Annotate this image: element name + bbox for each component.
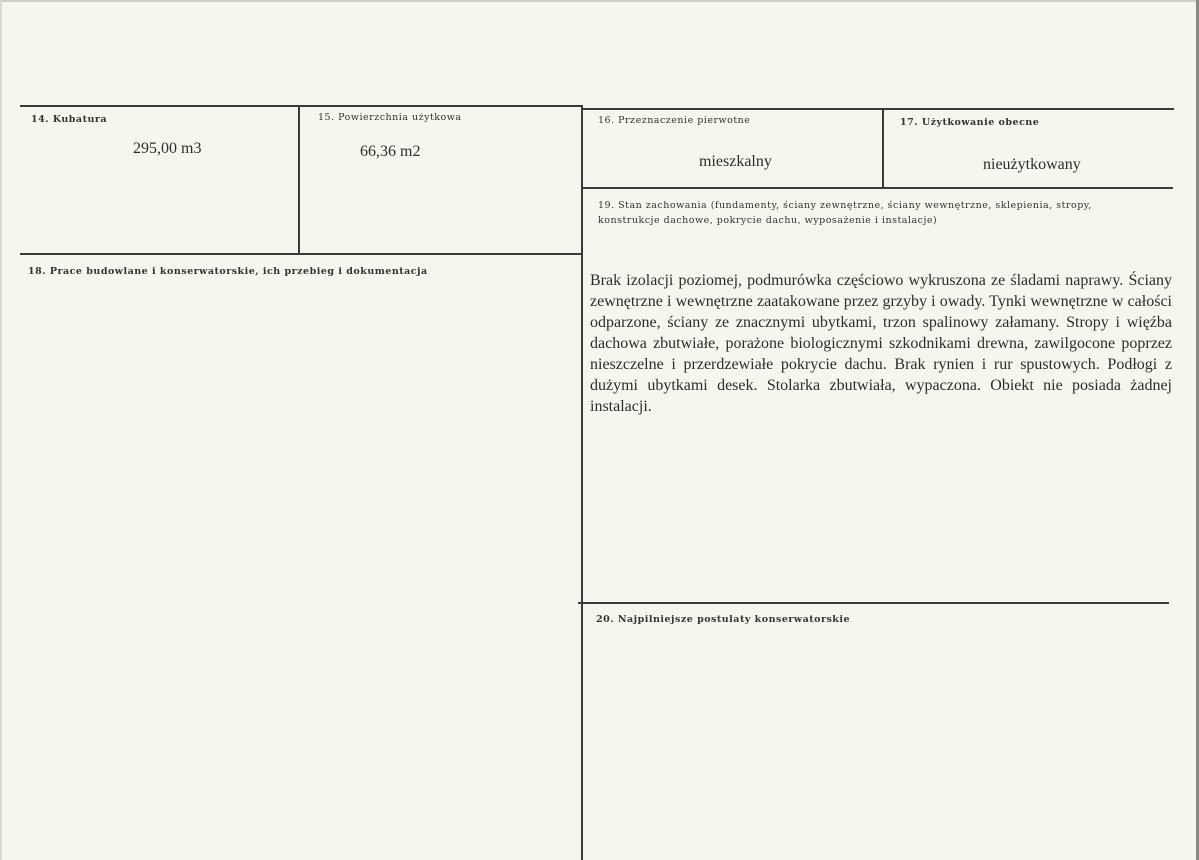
field-18-label: 18. Prace budowlane i konserwatorskie, ich przebieg i dokumentacja [28, 266, 428, 277]
top-rule-left [20, 105, 583, 107]
page-left-edge [0, 0, 2, 860]
field-16-value: mieszkalny [699, 153, 772, 170]
rule-above-20 [578, 602, 1169, 604]
top-rule-right [583, 108, 1174, 110]
field-15-label: 15. Powierzchnia użytkowa [318, 112, 462, 123]
page-top-edge [0, 0, 1199, 2]
field-14-value: 295,00 m3 [133, 140, 202, 157]
field-14-label: 14. Kubatura [31, 114, 108, 125]
field-16-label: 16. Przeznaczenie pierwotne [598, 115, 751, 126]
field-19-condition-text: Brak izolacji poziomej, podmurówka częściowo wykruszona ze śladami naprawy. Ściany zewnętrzne i wewnętrzne zaatakowane przez grzyby i owady. Tynki wewnętrzne w całości odparzone, ściany ze znacznymi ubytkami, trzon spalinowy załamany. Stropy i więźba dachowa zbutwiałe, porażone biologicznymi szkodnikami drewna, zawilgocone poprzez nieszczelne i przerdzewiałe pokrycie dachu. Brak rynien i rur spustowych. Podłogi z dużymi ubytkami desek. Stolarka zbutwiała, wypaczona. Obiekt nie posiada żadnej instalacji. [590, 272, 1172, 415]
divider-16-17 [882, 108, 884, 187]
field-19-label: 19. Stan zachowania (fundamenty, ściany zewnętrzne, ściany wewnętrzne, sklepienia, stropy, konstrukcje dachowe, pokrycie dachu, wyposażenie i instalacje) [598, 200, 1092, 226]
field-15-value: 66,36 m2 [360, 143, 421, 160]
rule-under-16-17 [583, 187, 1173, 189]
main-vertical-divider [581, 107, 583, 860]
field-17-label: 17. Użytkowanie obecne [900, 117, 1040, 128]
field-17-value: nieużytkowany [983, 156, 1081, 173]
rule-under-14-15 [20, 253, 583, 255]
field-20-label: 20. Najpilniejsze postulaty konserwatorskie [596, 614, 851, 625]
divider-14-15 [298, 105, 300, 253]
